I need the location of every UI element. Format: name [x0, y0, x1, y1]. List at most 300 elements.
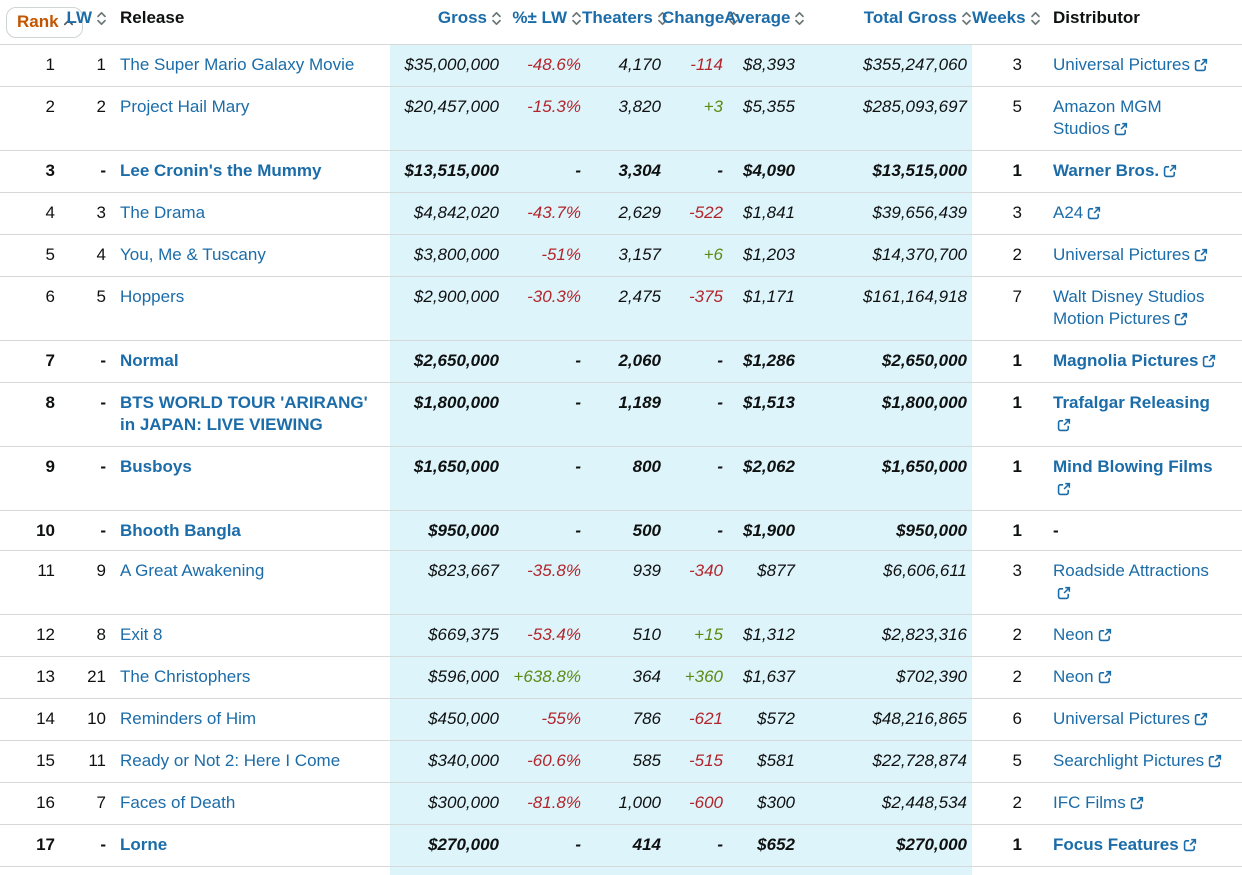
distributor-cell [1040, 45, 1242, 87]
distributor-name: A24 [1053, 203, 1083, 222]
lw-cell: - [62, 511, 107, 551]
change-cell: +3 [662, 87, 724, 151]
table-header [0, 0, 1242, 45]
release-link[interactable]: Bhooth Bangla [120, 521, 241, 540]
distributor-cell [1040, 511, 1242, 551]
table-row [0, 151, 1242, 193]
table-body [0, 45, 1242, 875]
col-header-distributor [1040, 0, 1242, 45]
theaters-cell: 1,000 [582, 783, 662, 825]
distributor-name: Focus Features [1053, 835, 1179, 854]
col-label-release [120, 7, 184, 29]
rank-cell: 3 [0, 151, 62, 193]
release-cell [107, 151, 390, 193]
total-gross-cell: $2,823,316 [796, 615, 972, 657]
distributor-link[interactable] [1053, 351, 1216, 370]
sort-chevrons-icon [961, 10, 972, 27]
release-link[interactable]: Hoppers [120, 287, 184, 306]
sort-chevrons-icon [571, 10, 582, 27]
change-cell: -515 [662, 741, 724, 783]
theaters-cell: 2,475 [582, 277, 662, 341]
pct-cell: -81.8% [502, 783, 582, 825]
partial-cell [1040, 867, 1242, 875]
average-cell: $2,062 [724, 447, 796, 511]
total-gross-cell: $13,515,000 [796, 151, 972, 193]
table-row [0, 235, 1242, 277]
external-link-icon [1087, 204, 1101, 226]
col-header-rank[interactable] [0, 0, 62, 45]
external-link-icon [1194, 56, 1208, 78]
rank-cell: 2 [0, 87, 62, 151]
distributor-cell [1040, 87, 1242, 151]
partial-next-row [0, 867, 1242, 875]
distributor-link[interactable] [1053, 751, 1222, 770]
release-link[interactable]: Reminders of Him [120, 709, 256, 728]
change-cell: - [662, 447, 724, 511]
total-gross-cell: $161,164,918 [796, 277, 972, 341]
rank-cell: 15 [0, 741, 62, 783]
table-row [0, 341, 1242, 383]
distributor-link[interactable] [1053, 203, 1101, 222]
weeks-cell: 5 [972, 87, 1040, 151]
change-cell: - [662, 341, 724, 383]
distributor-name: IFC Films [1053, 793, 1126, 812]
rank-cell: 9 [0, 447, 62, 511]
table-row [0, 45, 1242, 87]
total-gross-cell: $39,656,439 [796, 193, 972, 235]
distributor-cell [1040, 615, 1242, 657]
distributor-name: Trafalgar Releasing [1053, 393, 1210, 412]
total-gross-cell: $1,800,000 [796, 383, 972, 447]
lw-cell: 7 [62, 783, 107, 825]
release-link[interactable]: Lorne [120, 835, 167, 854]
distributor-name: Walt Disney Studios Motion Pictures [1053, 287, 1204, 328]
release-cell [107, 341, 390, 383]
average-cell: $572 [724, 699, 796, 741]
table-row [0, 825, 1242, 867]
release-cell [107, 193, 390, 235]
lw-cell: 5 [62, 277, 107, 341]
external-link-icon [1163, 162, 1177, 184]
rank-cell: 8 [0, 383, 62, 447]
pct-cell: -43.7% [502, 193, 582, 235]
change-cell: -375 [662, 277, 724, 341]
distributor-name: Magnolia Pictures [1053, 351, 1198, 370]
col-label-text: Theaters [582, 7, 653, 29]
theaters-cell: 585 [582, 741, 662, 783]
lw-cell: 10 [62, 699, 107, 741]
col-label-text: Rank [17, 11, 59, 33]
theaters-cell: 414 [582, 825, 662, 867]
change-cell: - [662, 511, 724, 551]
distributor-cell [1040, 447, 1242, 511]
weeks-cell: 3 [972, 193, 1040, 235]
weeks-cell: 1 [972, 825, 1040, 867]
weeks-cell: 6 [972, 699, 1040, 741]
release-link[interactable]: Project Hail Mary [120, 97, 249, 116]
theaters-cell: 3,304 [582, 151, 662, 193]
change-cell: - [662, 151, 724, 193]
external-link-icon [1098, 626, 1112, 648]
rank-cell: 5 [0, 235, 62, 277]
release-cell [107, 783, 390, 825]
table-row [0, 699, 1242, 741]
weeks-cell: 5 [972, 741, 1040, 783]
weeks-cell: 2 [972, 657, 1040, 699]
external-link-icon [1057, 584, 1071, 606]
sort-control-lw[interactable] [67, 7, 108, 29]
total-gross-cell: $950,000 [796, 511, 972, 551]
lw-cell: - [62, 151, 107, 193]
release-link[interactable]: The Super Mario Galaxy Movie [120, 55, 354, 74]
release-link[interactable]: The Drama [120, 203, 205, 222]
external-link-icon [1057, 480, 1071, 502]
average-cell: $1,900 [724, 511, 796, 551]
pct-cell: -30.3% [502, 277, 582, 341]
partial-cell [724, 867, 796, 875]
theaters-cell: 939 [582, 551, 662, 615]
distributor-link[interactable] [1053, 161, 1177, 180]
distributor-name: Amazon MGM Studios [1053, 97, 1162, 138]
distributor-name: Neon [1053, 625, 1094, 644]
gross-cell: $3,800,000 [390, 235, 502, 277]
rank-cell: 6 [0, 277, 62, 341]
total-gross-cell: $2,650,000 [796, 341, 972, 383]
lw-cell: 11 [62, 741, 107, 783]
col-header-total_gross[interactable] [796, 0, 972, 45]
distributor-link[interactable] [1053, 561, 1209, 602]
change-cell: +360 [662, 657, 724, 699]
distributor-cell [1040, 235, 1242, 277]
theaters-cell: 364 [582, 657, 662, 699]
partial-cell [0, 867, 62, 875]
total-gross-cell: $48,216,865 [796, 699, 972, 741]
pct-cell: -35.8% [502, 551, 582, 615]
lw-cell: - [62, 825, 107, 867]
total-gross-cell: $285,093,697 [796, 87, 972, 151]
weeks-cell: 2 [972, 783, 1040, 825]
external-link-icon [1098, 668, 1112, 690]
lw-cell: 9 [62, 551, 107, 615]
weeks-cell: 1 [972, 383, 1040, 447]
release-link[interactable]: Lee Cronin's the Mummy [120, 161, 321, 180]
release-cell [107, 277, 390, 341]
total-gross-cell: $702,390 [796, 657, 972, 699]
lw-cell: 4 [62, 235, 107, 277]
distributor-link[interactable] [1053, 287, 1204, 328]
table-row [0, 551, 1242, 615]
average-cell: $652 [724, 825, 796, 867]
gross-cell: $596,000 [390, 657, 502, 699]
gross-cell: $4,842,020 [390, 193, 502, 235]
rank-cell: 1 [0, 45, 62, 87]
distributor-cell [1040, 193, 1242, 235]
sort-control-average[interactable] [724, 7, 805, 29]
lw-cell: - [62, 447, 107, 511]
weeks-cell: 1 [972, 341, 1040, 383]
distributor-cell [1040, 741, 1242, 783]
table-row [0, 447, 1242, 511]
total-gross-cell: $355,247,060 [796, 45, 972, 87]
release-link[interactable]: A Great Awakening [120, 561, 264, 580]
distributor-link[interactable] [1053, 245, 1208, 264]
partial-cell [796, 867, 972, 875]
total-gross-cell: $14,370,700 [796, 235, 972, 277]
average-cell: $300 [724, 783, 796, 825]
average-cell: $1,841 [724, 193, 796, 235]
table-row [0, 741, 1242, 783]
change-cell: +6 [662, 235, 724, 277]
gross-cell: $300,000 [390, 783, 502, 825]
total-gross-cell: $6,606,611 [796, 551, 972, 615]
average-cell: $1,203 [724, 235, 796, 277]
distributor-name: Mind Blowing Films [1053, 457, 1213, 476]
average-cell: $1,513 [724, 383, 796, 447]
distributor-name: Universal Pictures [1053, 245, 1190, 264]
table-row [0, 383, 1242, 447]
release-cell [107, 447, 390, 511]
change-cell: -340 [662, 551, 724, 615]
partial-cell [502, 867, 582, 875]
partial-cell [390, 867, 502, 875]
external-link-icon [1114, 120, 1128, 142]
theaters-cell: 4,170 [582, 45, 662, 87]
distributor-cell [1040, 825, 1242, 867]
distributor-cell [1040, 699, 1242, 741]
gross-cell: $950,000 [390, 511, 502, 551]
sort-chevrons-icon [491, 10, 502, 27]
table-row [0, 615, 1242, 657]
sort-chevrons-icon [96, 10, 107, 27]
change-cell: +15 [662, 615, 724, 657]
average-cell: $1,286 [724, 341, 796, 383]
col-header-average[interactable] [724, 0, 796, 45]
theaters-cell: 786 [582, 699, 662, 741]
rank-cell: 11 [0, 551, 62, 615]
rank-cell: 12 [0, 615, 62, 657]
release-link[interactable]: Ready or Not 2: Here I Come [120, 751, 340, 770]
change-cell: -621 [662, 699, 724, 741]
rank-cell: 13 [0, 657, 62, 699]
average-cell: $1,171 [724, 277, 796, 341]
sort-control-pct[interactable] [512, 7, 582, 29]
weeks-cell: 1 [972, 151, 1040, 193]
pct-cell: -48.6% [502, 45, 582, 87]
col-header-theaters[interactable] [582, 0, 662, 45]
release-link[interactable]: You, Me & Tuscany [120, 245, 266, 264]
release-link[interactable]: Exit 8 [120, 625, 163, 644]
distributor-link[interactable] [1053, 55, 1208, 74]
distributor-name: Roadside Attractions [1053, 561, 1209, 580]
gross-cell: $35,000,000 [390, 45, 502, 87]
table-row [0, 277, 1242, 341]
partial-cell [582, 867, 662, 875]
pct-cell: - [502, 151, 582, 193]
release-cell [107, 825, 390, 867]
theaters-cell: 2,060 [582, 341, 662, 383]
distributor-cell [1040, 551, 1242, 615]
average-cell: $8,393 [724, 45, 796, 87]
pct-cell: -55% [502, 699, 582, 741]
distributor-link[interactable] [1053, 709, 1208, 728]
average-cell: $1,312 [724, 615, 796, 657]
weeks-cell: 2 [972, 235, 1040, 277]
distributor-name: Warner Bros. [1053, 161, 1159, 180]
distributor-cell [1040, 277, 1242, 341]
change-cell: - [662, 383, 724, 447]
pct-cell: +638.8% [502, 657, 582, 699]
release-link[interactable]: Normal [120, 351, 179, 370]
gross-cell: $1,800,000 [390, 383, 502, 447]
lw-cell: 8 [62, 615, 107, 657]
sort-control-theaters[interactable] [582, 7, 668, 29]
release-link[interactable]: BTS WORLD TOUR 'ARIRANG' in JAPAN: LIVE VIEWING [120, 393, 368, 434]
col-label-distributor [1053, 7, 1140, 29]
distributor-link[interactable] [1053, 457, 1213, 498]
col-header-weeks[interactable] [972, 0, 1040, 45]
distributor-link[interactable] [1053, 793, 1144, 812]
rank-cell: 4 [0, 193, 62, 235]
gross-cell: $1,650,000 [390, 447, 502, 511]
theaters-cell: 800 [582, 447, 662, 511]
average-cell: $4,090 [724, 151, 796, 193]
gross-cell: $450,000 [390, 699, 502, 741]
theaters-cell: 510 [582, 615, 662, 657]
total-gross-cell: $270,000 [796, 825, 972, 867]
weeks-cell: 2 [972, 615, 1040, 657]
average-cell: $877 [724, 551, 796, 615]
pct-cell: -51% [502, 235, 582, 277]
external-link-icon [1183, 836, 1197, 858]
pct-cell: - [502, 341, 582, 383]
distributor-cell [1040, 783, 1242, 825]
release-link[interactable]: Faces of Death [120, 793, 235, 812]
release-cell [107, 45, 390, 87]
theaters-cell: 3,157 [582, 235, 662, 277]
weeks-cell: 1 [972, 511, 1040, 551]
theaters-cell: 1,189 [582, 383, 662, 447]
table-row [0, 511, 1242, 551]
release-cell [107, 235, 390, 277]
release-cell [107, 615, 390, 657]
distributor-link[interactable] [1053, 667, 1112, 686]
external-link-icon [1194, 710, 1208, 732]
col-label-text: Total Gross [864, 7, 957, 29]
distributor-name: Universal Pictures [1053, 55, 1190, 74]
col-header-release [107, 0, 390, 45]
header-row [0, 0, 1242, 45]
sort-control-weeks[interactable] [972, 7, 1041, 29]
weeks-cell: 7 [972, 277, 1040, 341]
release-link[interactable]: Busboys [120, 457, 192, 476]
distributor-link[interactable] [1053, 835, 1197, 854]
partial-cell [662, 867, 724, 875]
gross-cell: $669,375 [390, 615, 502, 657]
col-label-text: Release [120, 7, 184, 29]
rank-cell: 10 [0, 511, 62, 551]
table-row [0, 657, 1242, 699]
release-cell [107, 551, 390, 615]
external-link-icon [1057, 416, 1071, 438]
pct-cell: - [502, 511, 582, 551]
pct-cell: -15.3% [502, 87, 582, 151]
distributor-link[interactable] [1053, 97, 1162, 138]
external-link-icon [1130, 794, 1144, 816]
table-row [0, 87, 1242, 151]
distributor-cell [1040, 151, 1242, 193]
total-gross-cell: $1,650,000 [796, 447, 972, 511]
col-label-text: Weeks [972, 7, 1026, 29]
gross-cell: $2,650,000 [390, 341, 502, 383]
distributor-name: Neon [1053, 667, 1094, 686]
col-label-text: %± LW [512, 7, 567, 29]
change-cell: - [662, 825, 724, 867]
partial-cell [107, 867, 390, 875]
distributor-name: Universal Pictures [1053, 709, 1190, 728]
col-header-pct[interactable] [502, 0, 582, 45]
col-label-text: Distributor [1053, 7, 1140, 29]
lw-cell: 1 [62, 45, 107, 87]
total-gross-cell: $22,728,874 [796, 741, 972, 783]
weeks-cell: 1 [972, 447, 1040, 511]
sort-control-total_gross[interactable] [864, 7, 972, 29]
col-header-gross[interactable] [390, 0, 502, 45]
lw-cell: 2 [62, 87, 107, 151]
pct-cell: - [502, 825, 582, 867]
rank-cell: 16 [0, 783, 62, 825]
external-link-icon [1174, 310, 1188, 332]
lw-cell: - [62, 341, 107, 383]
change-cell: -522 [662, 193, 724, 235]
distributor-cell [1040, 383, 1242, 447]
lw-cell: 21 [62, 657, 107, 699]
col-header-change[interactable] [662, 0, 724, 45]
sort-control-gross[interactable] [438, 7, 502, 29]
distributor-link[interactable] [1053, 393, 1210, 434]
release-link[interactable]: The Christophers [120, 667, 250, 686]
average-cell: $1,637 [724, 657, 796, 699]
external-link-icon [1202, 352, 1216, 374]
change-cell: -114 [662, 45, 724, 87]
pct-cell: -60.6% [502, 741, 582, 783]
release-cell [107, 87, 390, 151]
release-cell [107, 699, 390, 741]
rank-cell: 17 [0, 825, 62, 867]
distributor-link[interactable] [1053, 625, 1112, 644]
average-cell: $581 [724, 741, 796, 783]
partial-cell [62, 867, 107, 875]
sort-chevrons-icon [1030, 10, 1041, 27]
distributor-cell [1040, 657, 1242, 699]
release-cell [107, 657, 390, 699]
gross-cell: $2,900,000 [390, 277, 502, 341]
table-row [0, 193, 1242, 235]
release-cell [107, 741, 390, 783]
pct-cell: -53.4% [502, 615, 582, 657]
gross-cell: $20,457,000 [390, 87, 502, 151]
col-label-text: LW [67, 7, 93, 29]
partial-cell [972, 867, 1040, 875]
release-cell [107, 383, 390, 447]
theaters-cell: 500 [582, 511, 662, 551]
gross-cell: $13,515,000 [390, 151, 502, 193]
distributor-cell [1040, 341, 1242, 383]
total-gross-cell: $2,448,534 [796, 783, 972, 825]
distributor-name: Searchlight Pictures [1053, 751, 1204, 770]
table-row [0, 783, 1242, 825]
col-label-text: Average [724, 7, 790, 29]
rank-cell: 7 [0, 341, 62, 383]
